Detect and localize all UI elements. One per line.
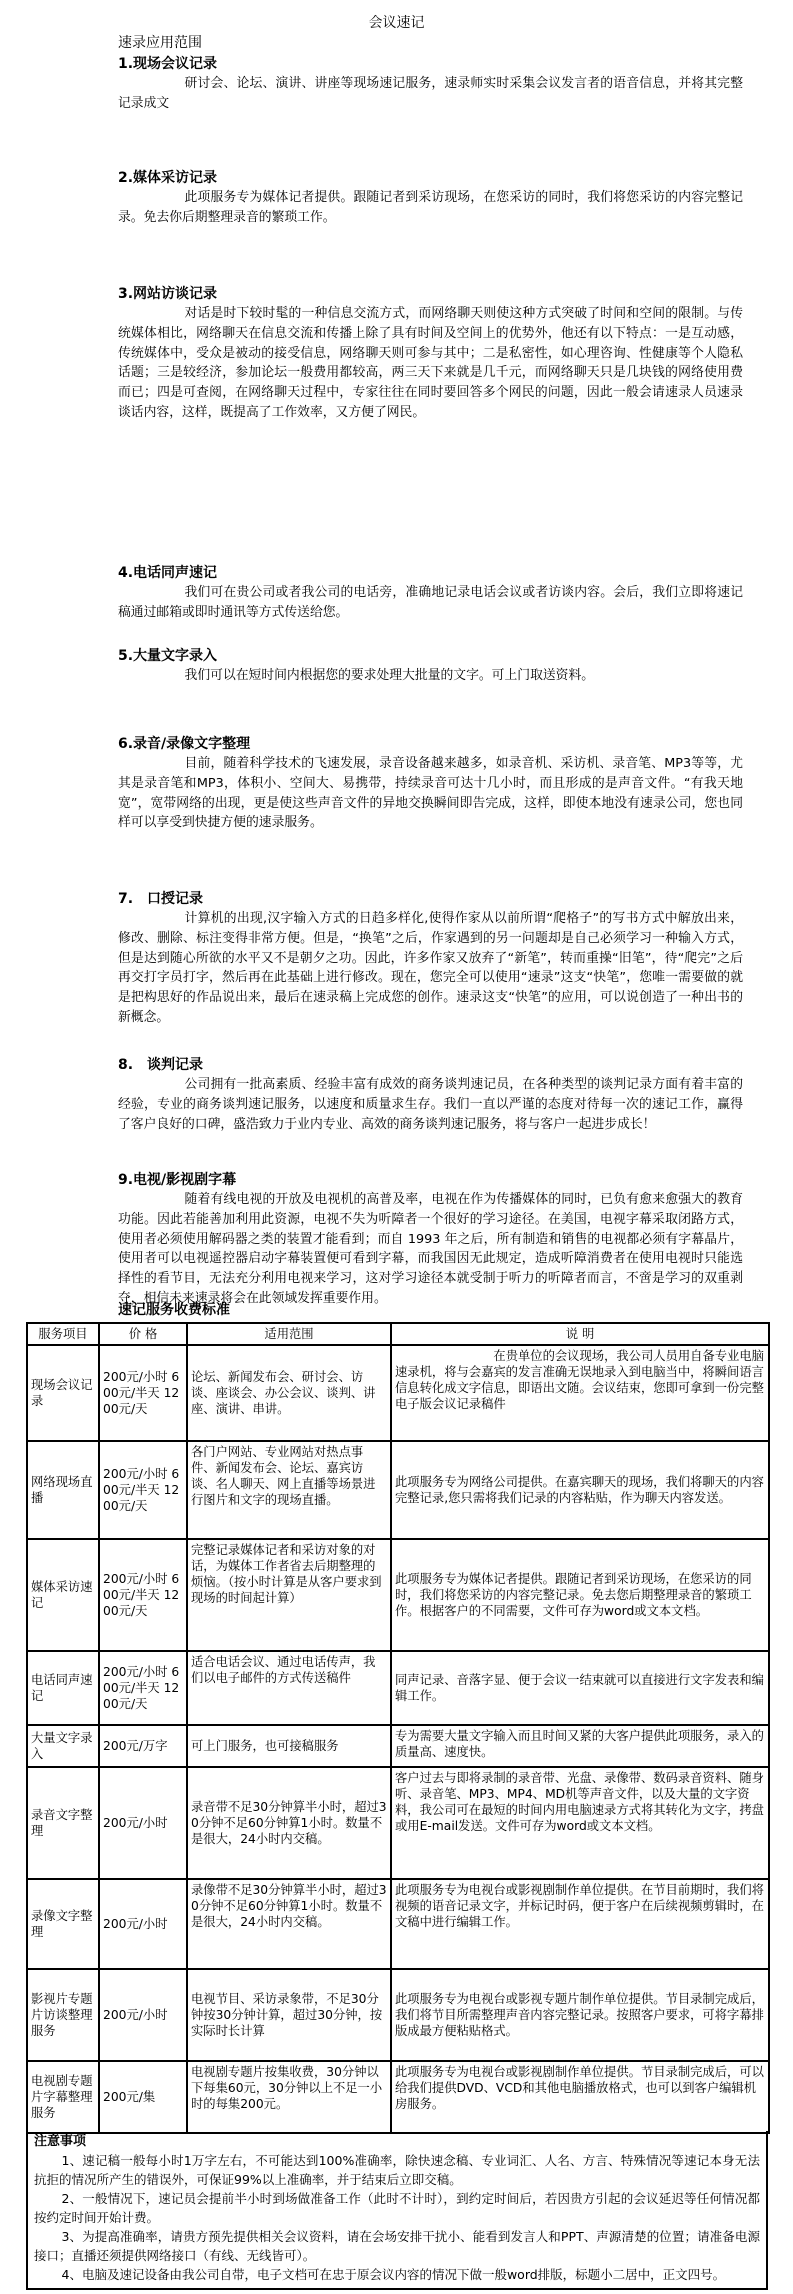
section-phone-record (118, 563, 743, 623)
table-row (27, 1725, 769, 1767)
service-description: 此项服务专为网络公司提供。在嘉宾聊天的现场，我们将聊天的内容完整记录,您只需将我们记录的内容粘贴，作为聊天内容发送。 (391, 1441, 769, 1539)
section-body: 此项服务专为媒体记者提供。跟随记者到采访现场，在您采访的同时，我们将您采访的内容完整记录。免去你后期整理录音的繁琐工作。 (118, 190, 743, 225)
service-description: 在贵单位的会议现场，我公司人员用自备专业电脑速录机，将与会嘉宾的发言准确无误地录入到电脑当中，将瞬间语言信息转化成文字信息，即语出文随。会议结束，您即可拿到一份完整电子版会议记录稿件 (391, 1345, 769, 1441)
section-body: 随着有线电视的开放及电视机的高普及率，电视在作为传播媒体的同时，已负有愈来愈强大的教育功能。因此若能善加利用此资源，电视不失为听障者一个很好的学习途径。在美国，电视字幕采取闭路方式，使用者必须使用解码器之类的装置才能看到；而自 1993 年之后，所有制造和销售的电视都必须有字幕晶片，使用者可以电视遥控器启动字幕装置便可看到字幕，而我国因无此规定，造成听障消费者在使用电视时只能选择性的看节目，无法充分利用电视来学习，这对学习途径本就受制于听力的听障者而言，不啻是学习的双重剥夺，相信未来速录将会在此领域发挥重要作用。 (118, 1192, 743, 1306)
service-name: 电视剧专题片字幕整理服务 (27, 2061, 99, 2133)
service-price: 200元/小时 (99, 1969, 187, 2061)
service-price: 200元/小时 600元/半天 1200元/天 (99, 1651, 187, 1725)
section-heading: 1.现场会议记录 (118, 56, 218, 72)
table-row (27, 1441, 769, 1539)
service-price: 200元/小时 600元/半天 1200元/天 (99, 1441, 187, 1539)
service-scope: 可上门服务，也可接稿服务 (187, 1725, 391, 1767)
service-description: 客户过去与即将录制的录音带、光盘、录像带、数码录音资料、随身听、录音笔、MP3、MP4、MD机等声音文件，以及大量的文字资料，我公司可在最短的时间内用电脑速录方式将其转化为文字，拷盘或用E-mail发送。文件可存为word或文本文档。 (391, 1767, 769, 1879)
section-audio-transcription (118, 734, 743, 833)
table-row (27, 1539, 769, 1651)
section-dictation (118, 889, 743, 1028)
service-description: 此项服务专为电视台或影视专题片制作单位提供。节目录制完成后，我们将节目所需整理声音内容完整记录。按照客户要求，可将字幕排版成最方便粘贴格式。 (391, 1969, 769, 2061)
service-scope: 电视剧专题片按集收费，30分钟以下每集60元，30分钟以上不足一小时的每集200元。 (187, 2061, 391, 2133)
service-price: 200元/小时 (99, 1879, 187, 1969)
table-row (27, 2061, 769, 2133)
service-name: 录音文字整理 (27, 1767, 99, 1879)
section-bulk-text (118, 646, 743, 686)
section-tv-subtitles (118, 1170, 743, 1309)
service-price: 200元/万字 (99, 1725, 187, 1767)
note-item: 3、为提高准确率，请贵方预先提供相关会议资料，请在会场安排干扰小、能看到发言人和PPT、声源清楚的位置；请准备电源接口；直播还须提供网络接口（有线、无线皆可）。 (34, 2229, 760, 2263)
service-name: 影视片专题片访谈整理服务 (27, 1969, 99, 2061)
column-header: 价 格 (99, 1323, 187, 1345)
service-price: 200元/小时 600元/半天 1200元/天 (99, 1539, 187, 1651)
section-online-interview (118, 284, 743, 423)
note-item: 2、一般情况下，速记员会提前半小时到场做准备工作（此时不计时），到约定时间后，若因贵方引起的会议延迟等任何情况都按约定时间开始计费。 (34, 2191, 760, 2225)
service-description: 同声记录、音落字显、便于会议一结束就可以直接进行文字发表和编辑工作。 (391, 1651, 769, 1725)
service-scope: 完整记录媒体记者和采访对象的对话，为媒体工作者省去后期整理的烦恼。（按小时计算是从客户要求到现场的时间起计算） (187, 1539, 391, 1651)
section-negotiation (118, 1055, 743, 1134)
section-body: 计算机的出现,汉字输入方式的日趋多样化,使得作家从以前所谓“爬格子”的写书方式中解放出来，修改、删除、标注变得非常方便。但是，“换笔”之后，作家遇到的另一问题却是自己必须学习一种输入方式，但是达到随心所欲的水平又不是朝夕之功。因此，许多作家又放弃了“新笔”，转而重操“旧笔”，待“爬完”之后再交打字员打字，然后再在此基础上进行修改。现在，您完全可以使用“速录”这支“快笔”，您唯一需要做的就是把构思好的作品说出来，最后在速录稿上完成您的创作。速录这支“快笔”的应用，可以说创造了一种出书的新概念。 (118, 911, 743, 1025)
service-description: 此项服务专为电视台或影视剧制作单位提供。在节目前期时，我们将视频的语音记录文字，并标记时码，便于客户在后续视频剪辑时，在文稿中进行编辑工作。 (391, 1879, 769, 1969)
section-media-interview (118, 168, 743, 228)
section-body: 公司拥有一批高素质、经验丰富有成效的商务谈判速记员，在各种类型的谈判记录方面有着丰富的经验，专业的商务谈判速记服务，以速度和质量求生存。我们一直以严谨的态度对待每一次的速记工作，赢得了客户良好的口碑，盛浩致力于业内专业、高效的商务谈判速记服务，将与客户一起进步成长！ (118, 1077, 743, 1132)
section-heading: 3.网站访谈记录 (118, 286, 218, 302)
section-heading: 7. 口授记录 (118, 891, 204, 907)
fee-table-header-row (27, 1323, 769, 1345)
service-scope: 录像带不足30分钟算半小时，超过30分钟不足60分钟算1小时。数量不是很大，24小时内交稿。 (187, 1879, 391, 1969)
scope-heading: 速录应用范围 (118, 35, 202, 51)
service-price: 200元/小时 600元/半天 1200元/天 (99, 1345, 187, 1441)
table-row (27, 1879, 769, 1969)
column-header: 服务项目 (27, 1323, 99, 1345)
fee-table (26, 1322, 770, 2134)
service-scope: 电视节目、采访录象带，不足30分钟按30分钟计算，超过30分钟，按实际时长计算 (187, 1969, 391, 2061)
section-body: 我们可在贵公司或者我公司的电话旁，准确地记录电话会议或者访谈内容。会后，我们立即将速记稿通过邮箱或即时通讯等方式传送给您。 (118, 585, 743, 620)
notes-section (26, 2131, 768, 2290)
service-name: 大量文字录入 (27, 1725, 99, 1767)
section-meeting-record (118, 54, 743, 114)
section-heading: 6.录音/录像文字整理 (118, 736, 251, 752)
service-scope: 各门户网站、专业网站对热点事件、新闻发布会、论坛、嘉宾访谈、名人聊天、网上直播等场景进行图片和文字的现场直播。 (187, 1441, 391, 1539)
section-body: 目前，随着科学技术的飞速发展，录音设备越来越多，如录音机、采访机、录音笔、MP3等等，尤其是录音笔和MP3，体积小、空间大、易携带，持续录音可达十几小时，而且形成的是声音文件。“有我天地宽”，宽带网络的出现，更是使这些声音文件的异地交换瞬间即告完成，这样，即使本地没有速录公司，您也同样可以享受到快捷方便的速录服务。 (118, 756, 743, 831)
service-scope: 录音带不足30分钟算半小时，超过30分钟不足60分钟算1小时。数量不是很大，24小时内交稿。 (187, 1767, 391, 1879)
section-body: 我们可以在短时间内根据您的要求处理大批量的文字。可上门取送资料。 (184, 668, 595, 683)
service-name: 网络现场直播 (27, 1441, 99, 1539)
section-body: 研讨会、论坛、演讲、讲座等现场速记服务，速录师实时采集会议发言者的语音信息，并将其完整记录成文 (118, 76, 743, 111)
fee-table-title: 速记服务收费标准 (118, 1302, 230, 1318)
section-heading: 2.媒体采访记录 (118, 170, 218, 186)
service-name: 媒体采访速记 (27, 1539, 99, 1651)
column-header: 适用范围 (187, 1323, 391, 1345)
section-heading: 5.大量文字录入 (118, 648, 218, 664)
note-item: 1、速记稿一般每小时1万字左右，不可能达到100%准确率，除快速念稿、专业词汇、人名、方言、特殊情况等速记本身无法抗拒的情况所产生的错误外，可保证99%以上准确率，并于结束后立即交稿。 (34, 2153, 760, 2187)
service-price: 200元/小时 (99, 1767, 187, 1879)
note-item: 4、电脑及速记设备由我公司自带，电子文档可在忠于原会议内容的情况下做一般word排版，标题小二居中，正文四号。 (61, 2267, 726, 2282)
service-name: 录像文字整理 (27, 1879, 99, 1969)
service-description: 此项服务专为媒体记者提供。跟随记者到采访现场，在您采访的同时，我们将您采访的内容完整记录。免去您后期整理录音的繁琐工作。根据客户的不同需要，文件可存为word或文本文档。 (391, 1539, 769, 1651)
service-description: 此项服务专为电视台或影视剧制作单位提供。节目录制完成后，可以给我们提供DVD、VCD和其他电脑播放格式，也可以到客户编辑机房服务。 (391, 2061, 769, 2133)
table-row (27, 1345, 769, 1441)
service-scope: 适合电话会议、通过电话传声，我们以电子邮件的方式传送稿件 (187, 1651, 391, 1725)
section-heading: 4.电话同声速记 (118, 565, 218, 581)
service-name: 现场会议记录 (27, 1345, 99, 1441)
document-title: 会议速记 (368, 15, 425, 31)
section-heading: 8. 谈判记录 (118, 1057, 204, 1073)
notes-title: 注意事项 (34, 2134, 87, 2149)
service-description: 专为需要大量文字输入而且时间又紧的大客户提供此项服务，录入的质量高、速度快。 (391, 1725, 769, 1767)
section-heading: 9.电视/影视剧字幕 (118, 1172, 237, 1188)
table-row (27, 1651, 769, 1725)
column-header: 说 明 (391, 1323, 769, 1345)
section-body: 对话是时下较时髦的一种信息交流方式，而网络聊天则使这种方式突破了时间和空间的限制。与传统媒体相比，网络聊天在信息交流和传播上除了具有时间及空间上的优势外，他还有以下特点：一是互动感，传统媒体中，受众是被动的接受信息，网络聊天则可参与其中；二是私密性，如心理咨询、性健康等个人隐私话题；三是较经济，参加论坛一般费用都较高，两三天下来就是几千元，而网络聊天只是几块钱的网络使用费而已；四是可查阅，在网络聊天过程中，专家往往在同时要回答多个网民的问题，因此一般会请速录人员速录谈话内容，这样，既提高了工作效率，又方便了网民。 (118, 306, 743, 420)
service-price: 200元/集 (99, 2061, 187, 2133)
service-name: 电话同声速记 (27, 1651, 99, 1725)
table-row (27, 1969, 769, 2061)
service-scope: 论坛、新闻发布会、研讨会、访谈、座谈会、办公会议、谈判、讲座、演讲、串讲。 (187, 1345, 391, 1441)
notes-box (26, 2131, 768, 2290)
table-row (27, 1767, 769, 1879)
